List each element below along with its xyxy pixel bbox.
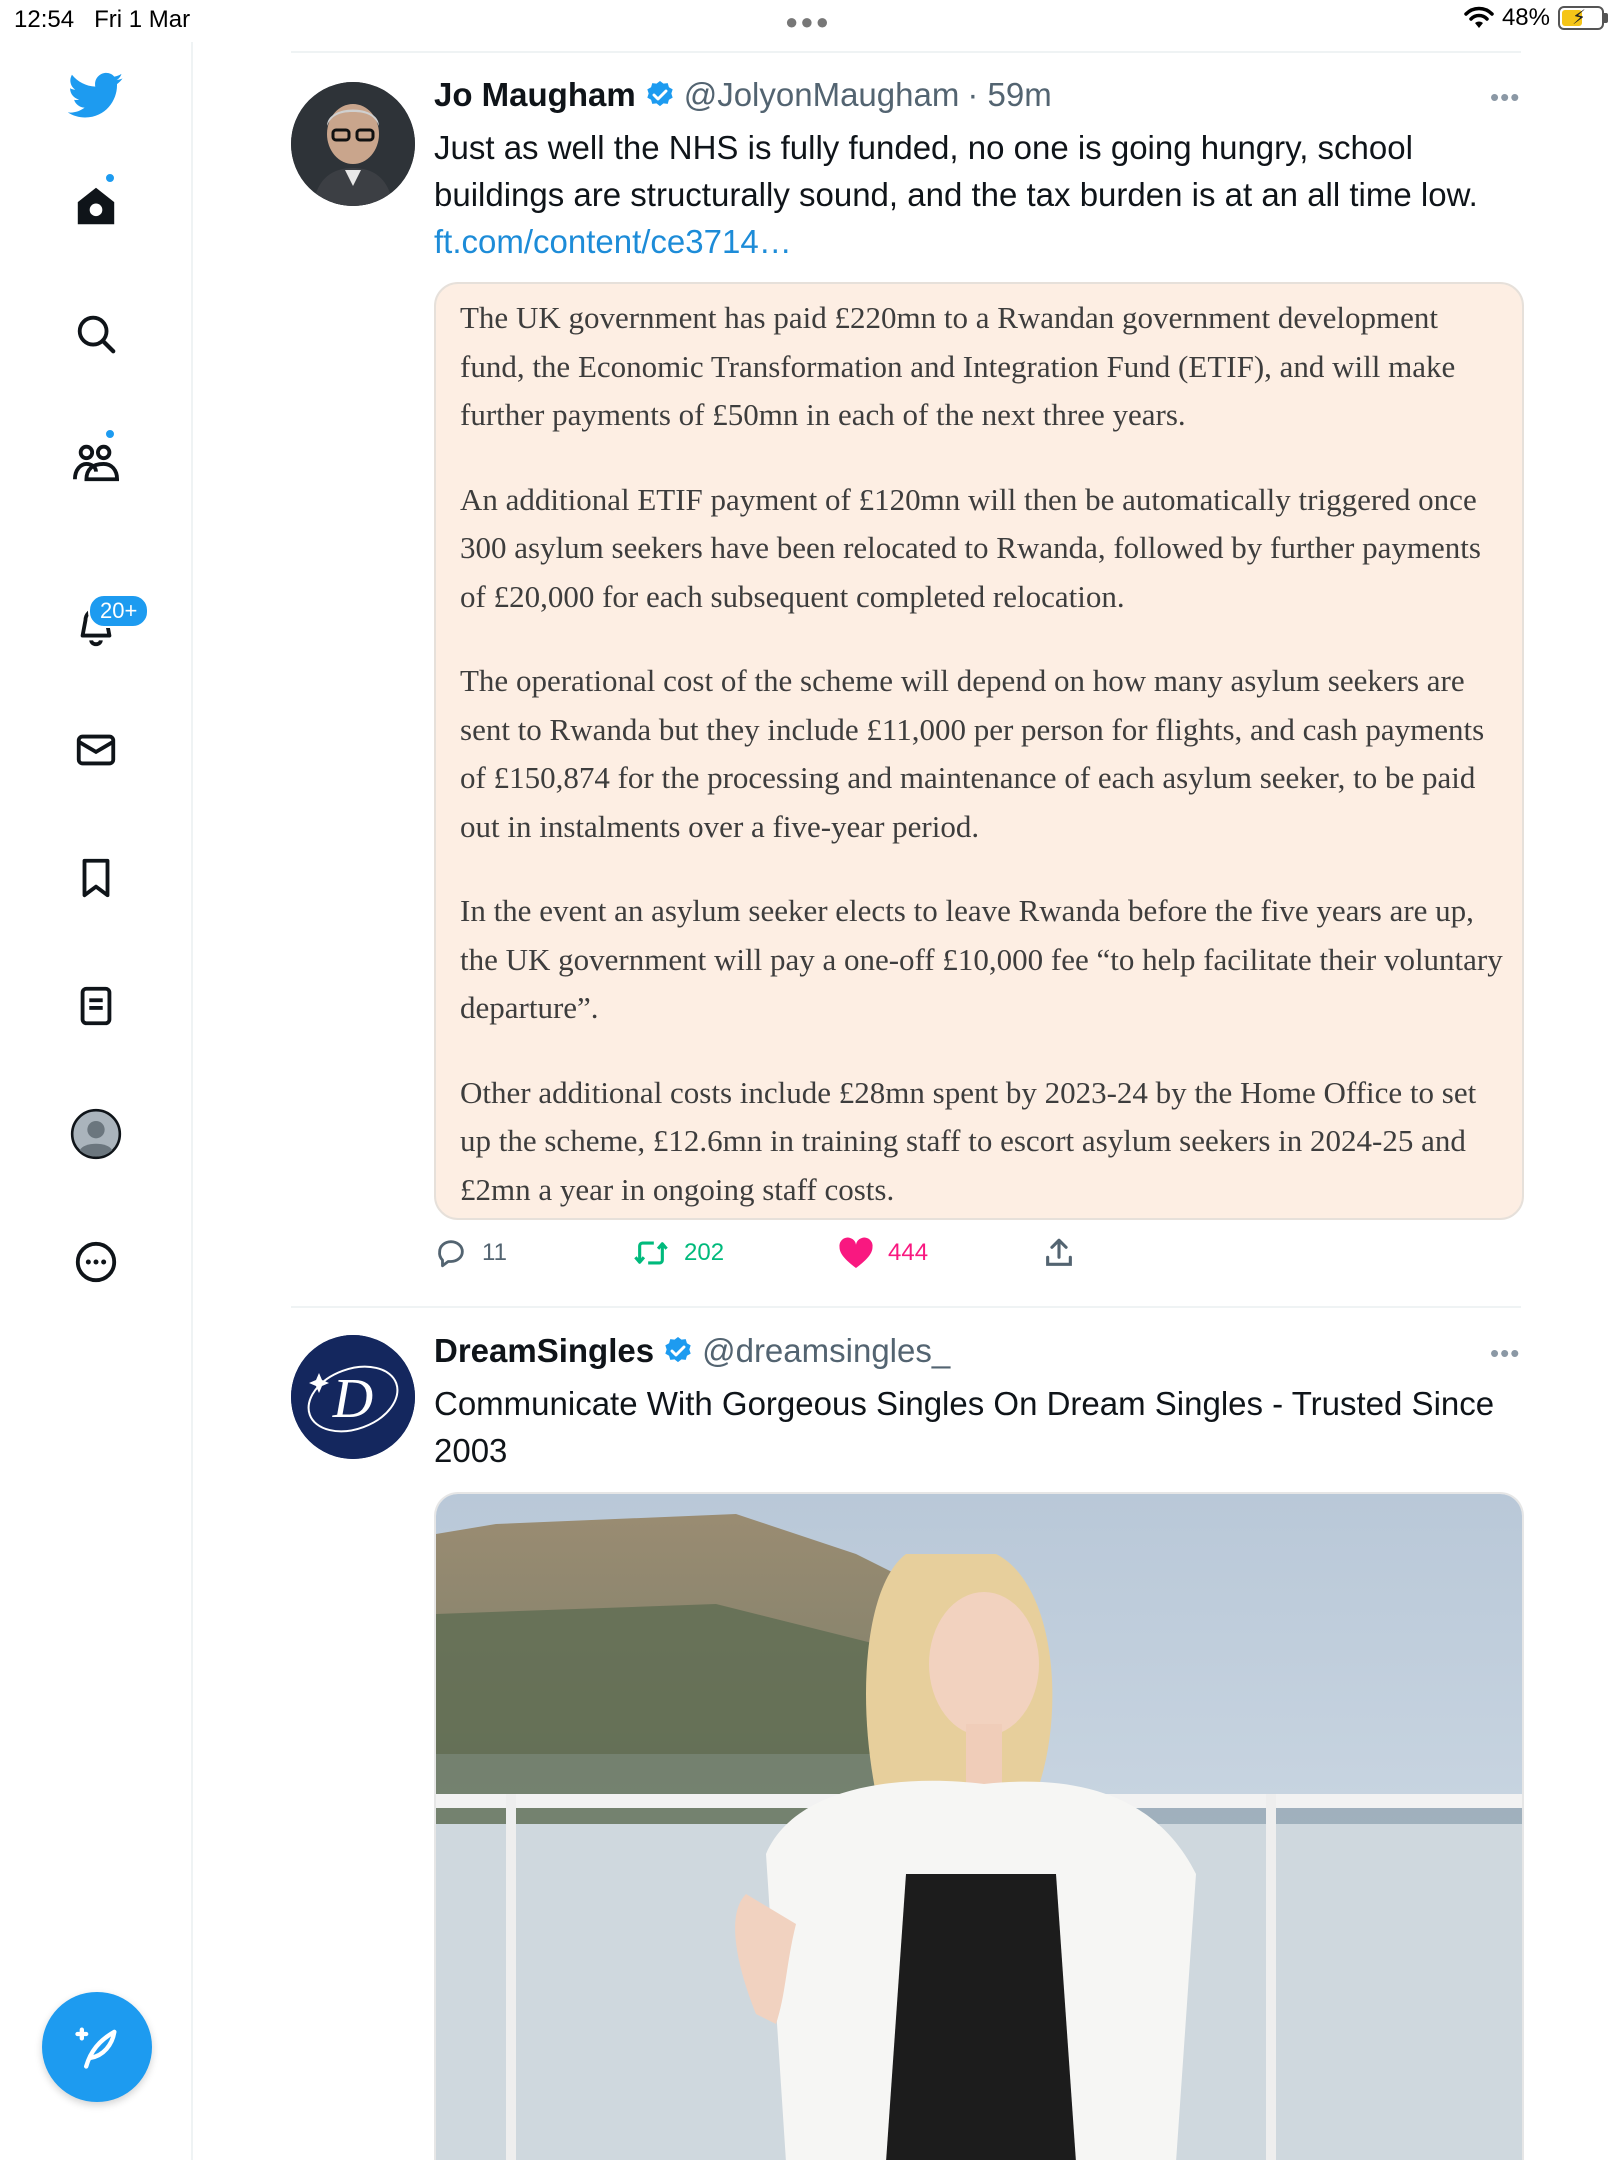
tweet-actions bbox=[434, 1236, 1094, 1276]
like-count: 444 bbox=[888, 1239, 929, 1266]
share-button[interactable] bbox=[1042, 1236, 1076, 1270]
notifications-badge: 20+ bbox=[88, 594, 149, 628]
multitasking-dots-icon[interactable]: ●●● bbox=[785, 9, 831, 34]
author-handle[interactable]: @JolyonMaugham bbox=[683, 76, 960, 113]
communities-icon bbox=[71, 439, 121, 485]
retweet-icon bbox=[632, 1236, 670, 1270]
communities-notification-dot bbox=[104, 428, 116, 440]
author-avatar[interactable] bbox=[291, 1335, 415, 1459]
tweet-more-options-icon[interactable]: ••• bbox=[1490, 1338, 1521, 1368]
feed-top-divider bbox=[291, 51, 1521, 53]
reply-button[interactable] bbox=[434, 1236, 507, 1270]
promoted-media-image[interactable] bbox=[434, 1492, 1524, 2160]
clock: 12:54 bbox=[14, 6, 75, 33]
nav-more[interactable] bbox=[62, 1228, 130, 1296]
verified-badge-icon bbox=[662, 1335, 694, 1367]
status-right bbox=[1464, 4, 1608, 32]
battery-icon: ⚡ bbox=[1558, 6, 1608, 30]
wifi-icon bbox=[1464, 6, 1494, 30]
author-name[interactable]: DreamSingles bbox=[434, 1332, 655, 1369]
excerpt-paragraph: The operational cost of the scheme will depend on how many asylum seekers are sent to Rwanda but they include £11,000 per person for flights, and cash payments of £150,874 for the processing and maintenance of each asylum seeker, to be paid out in instalments over a five-year period. bbox=[460, 663, 1485, 844]
tweet-divider bbox=[291, 1306, 1521, 1308]
twitter-logo-icon[interactable] bbox=[62, 62, 130, 130]
svg-text:D: D bbox=[332, 1368, 374, 1430]
reply-icon bbox=[434, 1236, 468, 1270]
excerpt-paragraph: The UK government has paid £220mn to a Rwandan government development fund, the Economic Transformation and Integration Fund (ETIF), and will make further payments of £50mn in each of the next three years. bbox=[460, 300, 1456, 432]
nav-profile[interactable] bbox=[62, 1100, 130, 1168]
like-button[interactable] bbox=[838, 1236, 928, 1270]
tweet-text: Just as well the NHS is fully funded, no one is going hungry, school buildings are structurally sound, and the tax burden is at an all time low. bbox=[434, 129, 1478, 213]
tweet-text: Communicate With Gorgeous Singles On Dream Singles - Trusted Since 2003 bbox=[434, 1385, 1495, 1469]
tweet-link[interactable]: ft.com/content/ce3714… bbox=[434, 223, 792, 260]
excerpt-paragraph: In the event an asylum seeker elects to leave Rwanda before the five years are up, the UK government will pay a one-off £10,000 fee “to help facilitate their voluntary departure”. bbox=[460, 893, 1503, 1025]
tweet-header bbox=[434, 1332, 950, 1370]
retweet-count: 202 bbox=[684, 1239, 725, 1266]
nav-communities[interactable] bbox=[62, 428, 130, 496]
status-time bbox=[14, 6, 190, 34]
retweet-button[interactable] bbox=[632, 1236, 724, 1270]
lists-icon bbox=[73, 983, 119, 1029]
excerpt-paragraph: An additional ETIF payment of £120mn will then be automatically triggered once 300 asylum seekers have been relocated to Rwanda, followed by further payments of £20,000 for each subsequent completed relocation. bbox=[460, 481, 1481, 614]
nav-bookmarks[interactable] bbox=[62, 844, 130, 912]
search-icon bbox=[73, 311, 119, 357]
nav-messages[interactable] bbox=[62, 716, 130, 784]
status-bar bbox=[0, 0, 1620, 42]
reply-count: 11 bbox=[482, 1239, 507, 1266]
author-handle[interactable]: @dreamsingles_ bbox=[702, 1332, 951, 1369]
heart-icon bbox=[838, 1236, 874, 1270]
compose-feather-icon bbox=[71, 2021, 123, 2073]
excerpt-paragraph: Other additional costs include £28mn spent by 2023-24 by the Home Office to set up the scheme, £12.6mn in training staff to escort asylum seekers in 2024-25 and £2mn a year in ongoing staff costs. bbox=[460, 1074, 1477, 1207]
tweet-timestamp[interactable]: · 59m bbox=[967, 76, 1052, 113]
envelope-icon bbox=[73, 727, 119, 773]
tweet-body bbox=[434, 124, 1524, 265]
author-name[interactable]: Jo Maugham bbox=[434, 76, 636, 113]
bookmark-icon bbox=[73, 855, 119, 901]
verified-badge-icon bbox=[644, 79, 676, 111]
nav-home[interactable] bbox=[62, 172, 130, 240]
battery-percent: 48% bbox=[1501, 4, 1550, 31]
share-icon bbox=[1042, 1236, 1076, 1270]
tweet-more-options-icon[interactable]: ••• bbox=[1490, 82, 1521, 112]
nav-lists[interactable] bbox=[62, 972, 130, 1040]
home-notification-dot bbox=[104, 172, 116, 184]
tweet-header bbox=[434, 76, 1052, 114]
quoted-article-excerpt[interactable] bbox=[434, 282, 1524, 1220]
more-circle-icon bbox=[73, 1239, 119, 1285]
sidebar bbox=[0, 42, 193, 2160]
compose-tweet-button[interactable] bbox=[42, 1992, 152, 2102]
author-avatar[interactable] bbox=[291, 82, 415, 206]
nav-explore[interactable] bbox=[62, 300, 130, 368]
date: Fri 1 Mar bbox=[94, 6, 191, 33]
profile-avatar-icon bbox=[70, 1108, 122, 1160]
home-icon bbox=[73, 183, 119, 229]
